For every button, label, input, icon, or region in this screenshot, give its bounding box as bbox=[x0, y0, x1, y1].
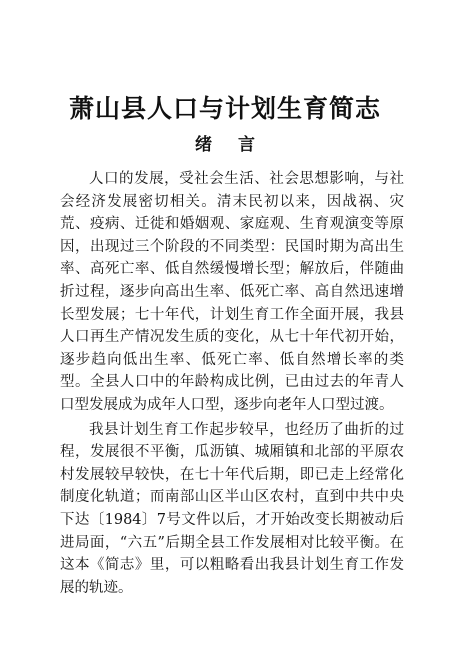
paragraph: 我县计划生育工作起步较早，也经历了曲折的过程，发展很不平衡，瓜沥镇、城厢镇和北部的平原农村发展较早较快，在七十年代后期，即已走上经常化制度化轨道；而南部山区半山区农村，直到中共中央下达〔1984〕7号文件以后，才开始改变长期被动后进局面，“六五”后期全县工作发展相对比较平衡。在这本《简志》里，可以粗略看出我县计划生育工作发展的轨迹。 bbox=[60, 421, 404, 596]
document-title: 萧山县人口与计划生育简志 bbox=[68, 94, 381, 123]
section-heading: 绪言 bbox=[195, 135, 281, 155]
paragraph: 人口的发展，受社会生活、社会思想影响，与社会经济发展密切相关。清末民初以来，因战祸、灾荒、疫病、迁徙和婚姻观、家庭观、生育观演变等原因，出现过三个阶段的不同类型：民国时期为高出生率、高死亡率、低自然缓慢增长型；解放后，伴随曲折过程，逐步向高出生率、低死亡率、高自然迅速增长型发展；七十年代，计划生育工作全面开展，我县人口再生产情况发生质的变化，从七十年代初开始，逐步趋向低出生率、低死亡率、低自然增长率的类型。全县人口中的年龄构成比例，已由过去的年青人口型发展成为成年人口型，逐步向老年人口型过渡。 bbox=[60, 171, 404, 413]
body-text bbox=[60, 168, 404, 599]
